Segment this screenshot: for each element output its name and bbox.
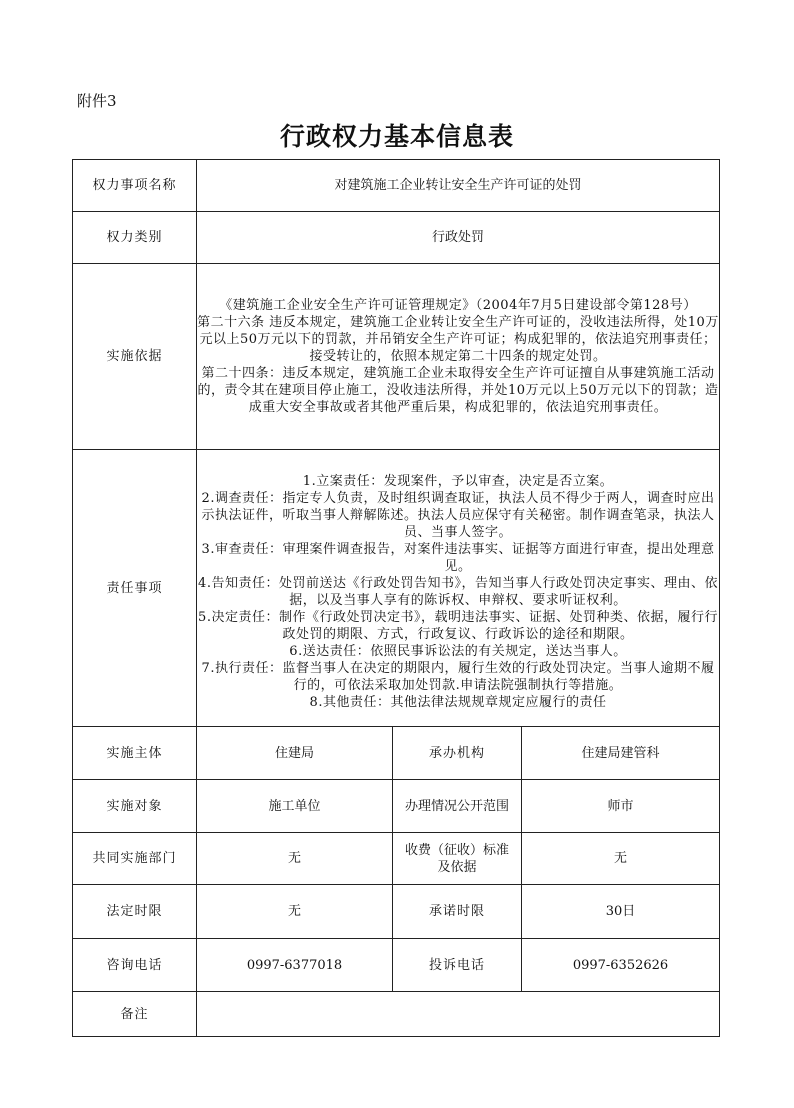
promised-time-limit-label: 承诺时限 xyxy=(393,885,522,939)
consult-phone-label: 咨询电话 xyxy=(73,939,197,992)
table-row-remarks xyxy=(73,992,720,1037)
responsibility-item: 5.决定责任：制作《行政处罚决定书》，载明违法事实、证据、处罚种类、依据，履行行政处罚的期限、方式，行政复议、行政诉讼的途径和期限。 xyxy=(198,610,718,642)
handling-agency-label: 承办机构 xyxy=(393,727,522,780)
consult-phone-value: 0997-6377018 xyxy=(197,939,393,992)
basis-paragraph: 第二十六条 违反本规定，建筑施工企业转让安全生产许可证的，没收违法所得，处10万元以上50万元以下的罚款，并吊销安全生产许可证；构成犯罪的，依法追究刑事责任；接受转让的，依照本规定第二十四条的规定处罚。 xyxy=(197,315,719,364)
table-row-joint-dept xyxy=(73,833,720,885)
table-row-power-name xyxy=(73,160,720,212)
table-row-basis xyxy=(73,264,720,450)
fee-standard-value: 无 xyxy=(522,833,720,885)
legal-time-limit-value: 无 xyxy=(197,885,393,939)
basis-paragraph: 《建筑施工企业安全生产许可证管理规定》（2004年7月5日建设部令第128号） xyxy=(219,298,697,313)
table-row-responsibilities xyxy=(73,450,720,727)
target-value: 施工单位 xyxy=(197,780,393,833)
power-type-value: 行政处罚 xyxy=(197,212,720,264)
legal-time-limit-label: 法定时限 xyxy=(73,885,197,939)
fee-standard-label: 收费（征收）标准及依据 xyxy=(393,833,522,885)
complaint-phone-value: 0997-6352626 xyxy=(522,939,720,992)
responsibility-item: 3.审查责任：审理案件调查报告，对案件违法事实、证据等方面进行审查，提出处理意见。 xyxy=(201,542,715,574)
disclosure-scope-label: 办理情况公开范围 xyxy=(393,780,522,833)
responsibility-item: 1.立案责任：发现案件，予以审查，决定是否立案。 xyxy=(302,474,614,489)
joint-dept-value: 无 xyxy=(197,833,393,885)
power-name-label: 权力事项名称 xyxy=(73,160,197,212)
remarks-value xyxy=(197,992,720,1037)
table-row-time-limit xyxy=(73,885,720,939)
responsibility-item: 7.执行责任：监督当事人在决定的期限内，履行生效的行政处罚决定。当事人逾期不履行的，可依法采取加处罚款.申请法院强制执行等措施。 xyxy=(201,661,715,693)
responsibility-item: 8.其他责任：其他法律法规规章规定应履行的责任 xyxy=(309,695,607,710)
power-name-value: 对建筑施工企业转让安全生产许可证的处罚 xyxy=(197,160,720,212)
table-row-phone xyxy=(73,939,720,992)
responsibility-item: 6.送达责任：依照民事诉讼法的有关规定，送达当事人。 xyxy=(289,644,627,659)
responsibility-item: 2.调查责任：指定专人负责，及时组织调查取证，执法人员不得少于两人，调查时应出示执法证件，听取当事人辩解陈述。执法人员应保守有关秘密。制作调查笔录，执法人员、当事人签字。 xyxy=(201,491,715,540)
target-label: 实施对象 xyxy=(73,780,197,833)
handling-agency-value: 住建局建管科 xyxy=(522,727,720,780)
page-title: 行政权力基本信息表 xyxy=(279,122,514,151)
table-row-subject xyxy=(73,727,720,780)
subject-label: 实施主体 xyxy=(73,727,197,780)
basis-content xyxy=(197,264,720,450)
basis-label: 实施依据 xyxy=(73,264,197,450)
table-row-power-type xyxy=(73,212,720,264)
disclosure-scope-value: 师市 xyxy=(522,780,720,833)
remarks-label: 备注 xyxy=(73,992,197,1037)
joint-dept-label: 共同实施部门 xyxy=(73,833,197,885)
complaint-phone-label: 投诉电话 xyxy=(393,939,522,992)
power-type-label: 权力类别 xyxy=(73,212,197,264)
responsibilities-label: 责任事项 xyxy=(73,450,197,727)
promised-time-limit-value: 30日 xyxy=(522,885,720,939)
responsibility-item: 4.告知责任：处罚前送达《行政处罚告知书》，告知当事人行政处罚决定事实、理由、依据，以及当事人享有的陈诉权、申辩权、要求听证权利。 xyxy=(198,576,718,608)
responsibilities-content xyxy=(197,450,720,727)
subject-value: 住建局 xyxy=(197,727,393,780)
table-row-target xyxy=(73,780,720,833)
basis-paragraph: 第二十四条：违反本规定，建筑施工企业未取得安全生产许可证擅自从事建筑施工活动的，责令其在建项目停止施工，没收违法所得，并处10万元以上50万元以下的罚款；造成重大安全事故或者其他严重后果，构成犯罪的，依法追究刑事责任。 xyxy=(197,366,719,415)
attachment-label: 附件3 xyxy=(77,92,117,110)
power-info-table xyxy=(72,159,720,1037)
